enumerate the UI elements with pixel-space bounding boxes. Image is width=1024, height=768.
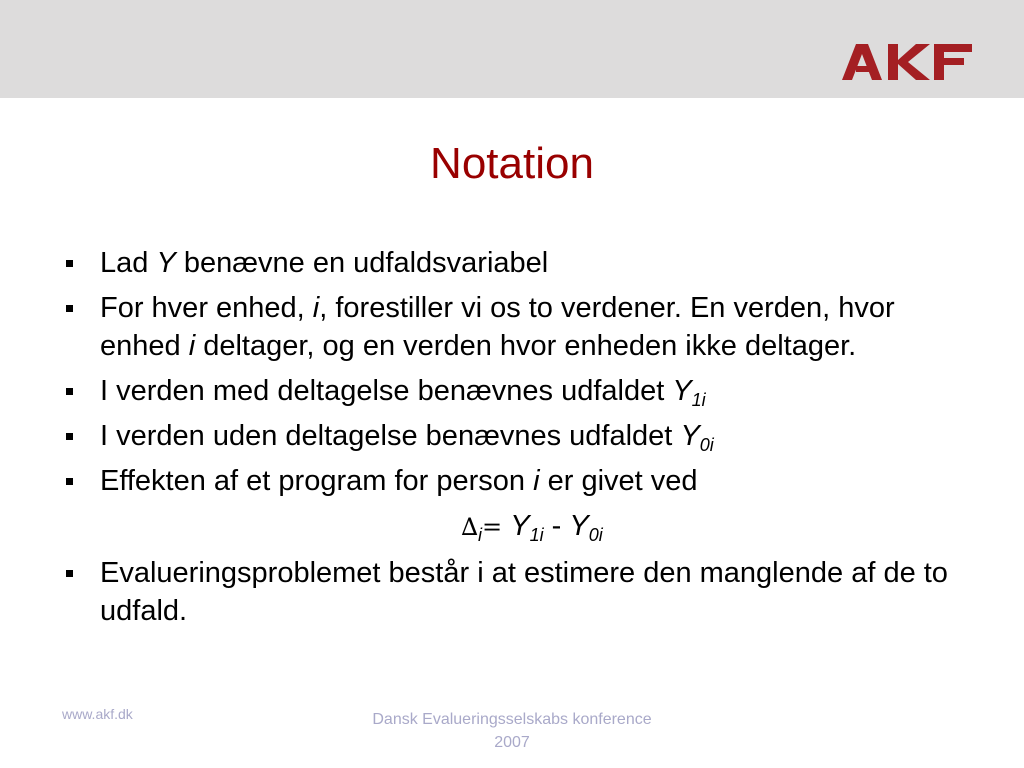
- bullet-item: [62, 244, 982, 282]
- bullet-item: [62, 417, 982, 455]
- variable-y: Y: [156, 247, 176, 279]
- variable-i: i: [533, 465, 540, 497]
- bullet-text: I verden uden deltagelse benævnes udfaldet: [100, 420, 681, 452]
- subscript: 1i: [529, 525, 544, 545]
- square-bullet-icon: [66, 388, 73, 395]
- subscript: i: [478, 525, 483, 545]
- square-bullet-icon: [66, 305, 73, 312]
- bullet-item: [62, 554, 982, 630]
- bullet-text: benævne en udfaldsvariabel: [175, 247, 549, 279]
- akf-logo: [842, 44, 972, 80]
- square-bullet-icon: [66, 260, 73, 267]
- effect-formula: [82, 507, 982, 546]
- bullet-text: I verden med deltagelse benævnes udfaldet: [100, 375, 673, 407]
- variable-i: i: [188, 330, 196, 362]
- square-bullet-icon: [66, 478, 73, 485]
- footer-url-link[interactable]: www.akf.dk: [62, 706, 133, 722]
- subscript: 1i: [691, 390, 706, 410]
- equals-sign: =: [482, 513, 503, 541]
- slide-title: Notation: [430, 139, 594, 188]
- bullet-list: [62, 244, 982, 637]
- subscript: 0i: [699, 435, 714, 455]
- square-bullet-icon: [66, 570, 73, 577]
- bullet-item: [62, 372, 982, 410]
- variable-y: Y: [680, 420, 700, 452]
- header-band: [0, 0, 1024, 98]
- bullet-item: [62, 289, 982, 365]
- bullet-text: er givet ved: [539, 465, 698, 497]
- delta-symbol: ∆: [461, 513, 479, 541]
- footer-conference: Dansk Evalueringsselskabs konference 2007: [372, 711, 652, 751]
- minus-sign: -: [543, 510, 570, 542]
- bullet-text: For hver enhed,: [100, 292, 313, 324]
- bullet-text: Evalueringsproblemet består i at estimere den manglende af de to udfald.: [100, 557, 948, 627]
- variable-y: Y: [569, 510, 589, 542]
- bullet-text: Effekten af et program for person: [100, 465, 534, 497]
- variable-y: Y: [672, 375, 692, 407]
- subscript: 0i: [588, 525, 603, 545]
- bullet-text: Lad: [100, 247, 157, 279]
- bullet-text: , forestiller vi os to verdener. En verden, hvor enhed: [100, 292, 895, 362]
- variable-y: Y: [510, 510, 530, 542]
- variable-i: i: [312, 292, 320, 324]
- square-bullet-icon: [66, 433, 73, 440]
- bullet-item: [62, 462, 982, 500]
- bullet-text: deltager, og en verden hvor enheden ikke deltager.: [195, 330, 857, 362]
